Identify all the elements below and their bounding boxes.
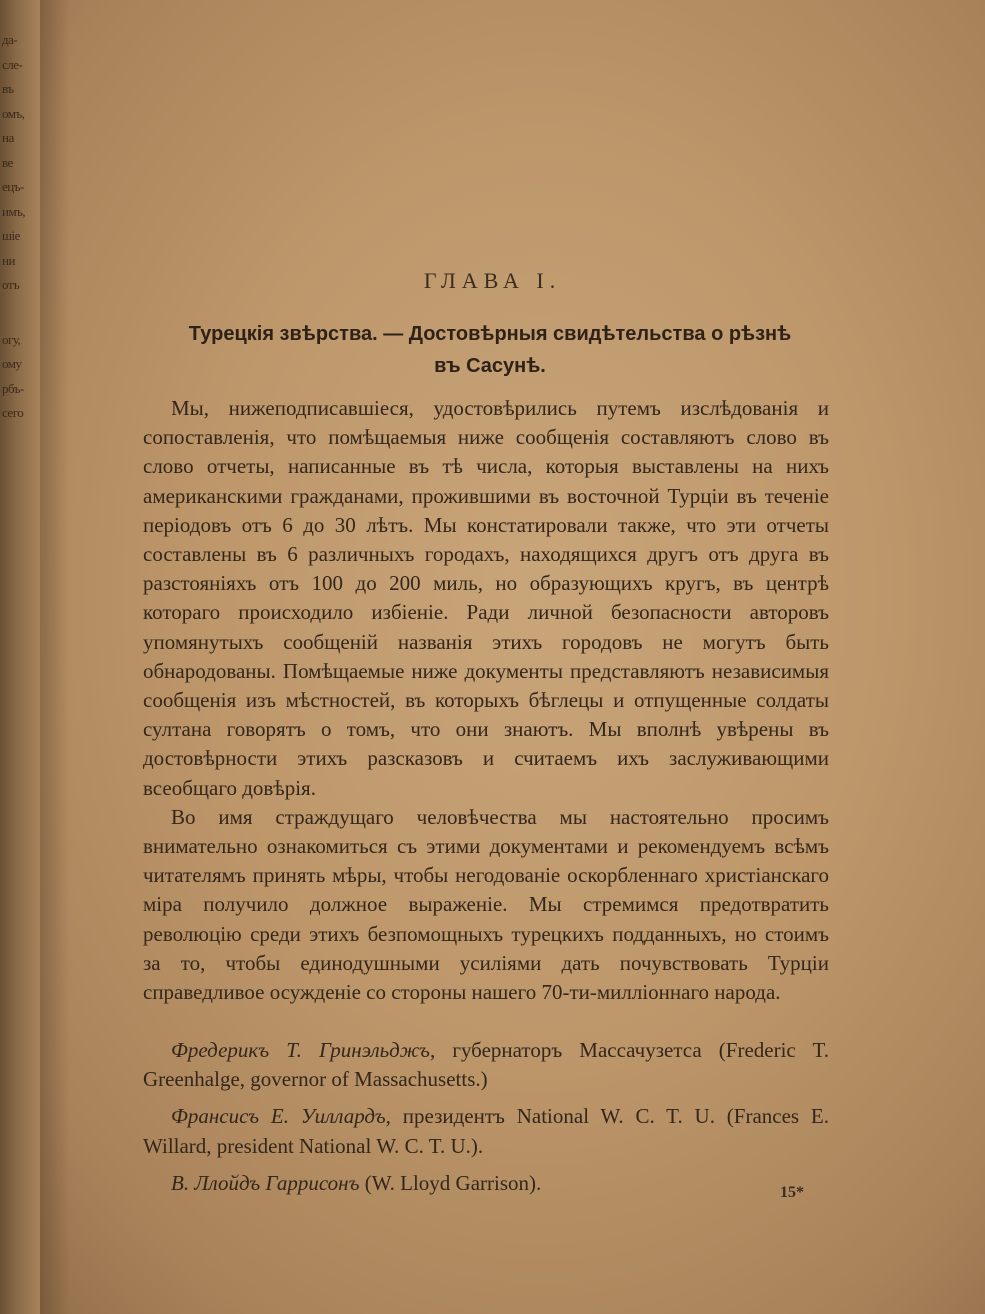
margin-fragment: рбъ- bbox=[2, 380, 24, 396]
paragraph: Во имя страждущаго человѣчества мы настоятельно просимъ внимательно ознакомиться съ этими документами и рекомендуемъ всѣмъ читателямъ принять мѣры, чтобы негодованіе оскорбленнаго христіанскаго міра получило должное выраженіе. Мы стремимся предотвратить революцію среди этихъ безпомощныхъ турецкихъ подданныхъ, но стоимъ за то, чтобы единодушными усиліями дать почувствовать Турціи справедливое осужденіе со стороны нашего 70-ти-милліоннаго народа. bbox=[143, 804, 829, 1005]
paragraph: Мы, нижеподписавшіеся, удостовѣрились путемъ изслѣдованія и сопоставленія, что помѣщаемыя ниже сообщенія составляютъ слово въ слово отчеты, написанные въ тѣ числа, которыя выставлены на нихъ американскими гражданами, прожившими въ восточной Турціи въ теченіе періодовъ отъ 6 до 30 лѣтъ. Мы констатировали также, что эти отчеты составлены въ 6 различныхъ городахъ, находящихся другъ отъ друга въ разстояніяхъ отъ 100 до 200 миль, но образующихъ кругъ, въ центрѣ котораго происходило избіеніе. Ради личной безопасности авторовъ упомянутыхъ сообщеній названія этихъ городовъ не могутъ быть обнародованы. Помѣщаемые ниже документы представляютъ независимыя сообщенія изъ мѣстностей, въ которыхъ бѣглецы и отпущенные солдаты султана говорятъ о томъ, что они знаютъ. Мы вполнѣ увѣрены въ достовѣрности этихъ разсказовъ и считаемъ ихъ заслуживающими всеобщаго довѣрія. bbox=[143, 396, 829, 800]
previous-page-text-fragments bbox=[2, 28, 38, 426]
margin-fragment: омъ, bbox=[2, 105, 25, 121]
margin-fragment: ни bbox=[2, 252, 15, 268]
margin-fragment: въ bbox=[2, 81, 14, 96]
chapter-subtitle bbox=[160, 318, 820, 382]
signature-details: (W. Lloyd Garrison). bbox=[359, 1170, 542, 1195]
margin-fragment: ве bbox=[2, 154, 13, 170]
gutter-shadow bbox=[40, 0, 70, 1314]
margin-fragment: сего bbox=[2, 405, 24, 420]
margin-gap bbox=[2, 298, 38, 328]
margin-fragment: ецъ- bbox=[2, 179, 24, 194]
signature-entry bbox=[143, 1102, 829, 1160]
signature-entry bbox=[143, 1169, 829, 1198]
margin-fragment: отъ bbox=[2, 277, 20, 292]
signature-details: губернаторъ Массачузетса (Frederic T. Greenhalge, governor of Massachusetts.) bbox=[143, 1038, 829, 1092]
margin-fragment: сле- bbox=[2, 56, 23, 72]
margin-fragment: огу, bbox=[2, 331, 21, 347]
body-text bbox=[143, 394, 829, 1007]
page-number: 15* bbox=[780, 1184, 804, 1201]
signatures bbox=[143, 1036, 829, 1206]
margin-fragment: ому bbox=[2, 356, 22, 371]
chapter-subtitle-line-2: въ Сасунѣ. bbox=[434, 355, 546, 377]
margin-fragment: имъ, bbox=[2, 203, 26, 219]
signature-details: президентъ National W. C. T. U. (Frances E. Willard, president National W. C. T. U.). bbox=[143, 1104, 829, 1158]
signature-name: Франсисъ Е. Уиллардъ, bbox=[171, 1104, 391, 1129]
margin-fragment: на bbox=[2, 130, 14, 145]
chapter-heading: ГЛАВА I. bbox=[423, 268, 562, 293]
signature-name: Фредерикъ Т. Гринэльджъ, bbox=[171, 1038, 436, 1062]
signature-entry bbox=[143, 1036, 829, 1094]
chapter-subtitle-line-1: Турецкія звѣрства. — Достовѣрныя свидѣтельства о рѣзнѣ bbox=[188, 323, 792, 345]
signature-name: В. Ллойдъ Гаррисонъ bbox=[171, 1170, 360, 1195]
margin-fragment: шіе bbox=[2, 228, 20, 243]
margin-fragment: да- bbox=[2, 32, 18, 47]
